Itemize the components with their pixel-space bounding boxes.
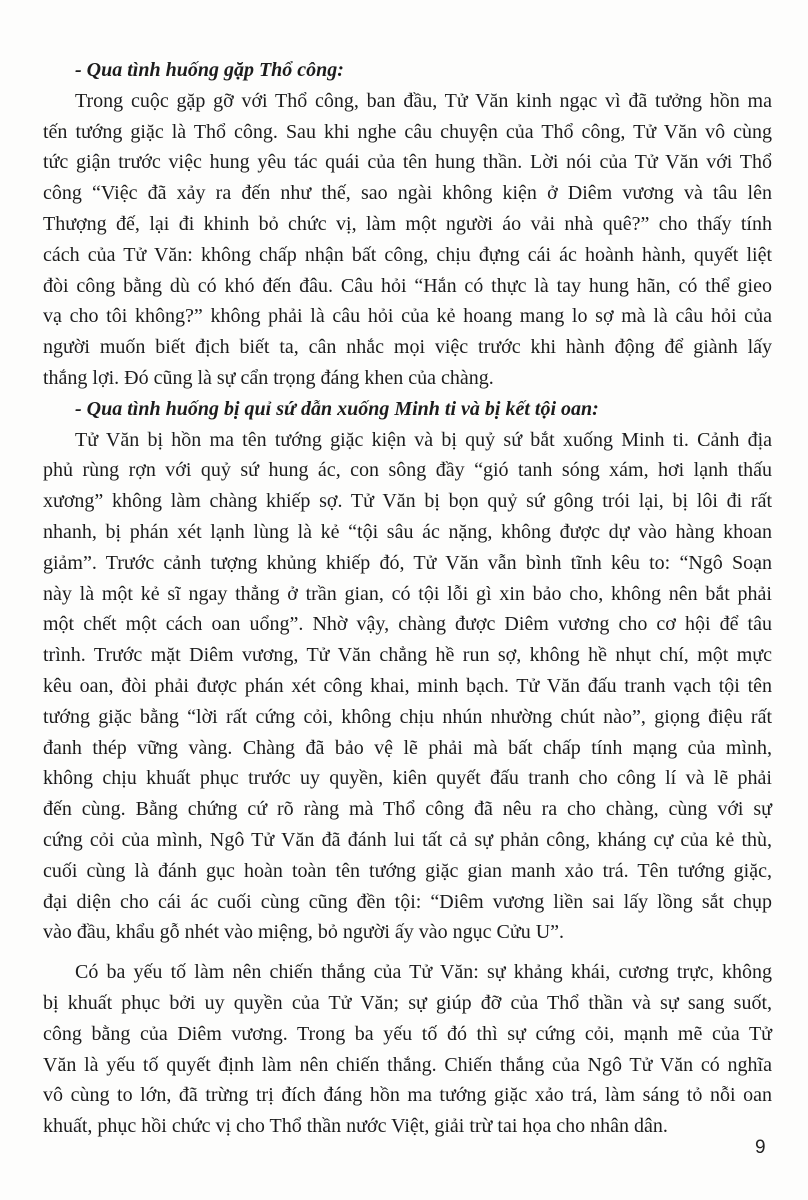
text-line: đòi công bằng dù có khó đến đâu. Câu hỏi “Hắn có thực là tay hung hãn, có thể gieo <box>43 274 772 297</box>
text-line: trình. Trước mặt Diêm vương, Tử Văn chẳng hề run sợ, không hề nhụt chí, một mực <box>43 644 772 667</box>
text-line: nhanh, bị phán xét lạnh lùng là kẻ “tội sâu ác nặng, không được dự vào hàng khoan <box>43 520 772 543</box>
text-line: Tử Văn bị hồn ma tên tướng giặc kiện và bị quỷ sứ bắt xuống Minh ti. Cảnh địa <box>75 428 772 451</box>
text-line: khuất, phục hồi chức vị cho Thổ thần nước Việt, giải trừ tai họa cho nhân dân. <box>43 1115 668 1138</box>
text-line: cứng cỏi của mình, Ngô Tử Văn đã đánh lui tất cả sự phản công, kháng cự của kẻ thù, <box>43 828 772 851</box>
section-heading: - Qua tình huống gặp Thổ công: <box>75 59 344 81</box>
paragraph-1 <box>43 86 772 394</box>
text-line: Có ba yếu tố làm nên chiến thắng của Tử Văn: sự khảng khái, cương trực, không <box>75 961 772 984</box>
text-line: thắng lợi. Đó cũng là sự cẩn trọng đáng khen của chàng. <box>43 366 494 389</box>
text-line: kêu oan, đòi phải được phán xét công khai, minh bạch. Tử Văn đấu tranh vạch tội tên <box>43 674 772 697</box>
text-line: phủ rùng rợn với quỷ sứ hung ác, con sông đầy “gió tanh sóng xám, hơi lạnh thấu <box>43 459 772 482</box>
page-number: 9 <box>755 1137 766 1158</box>
text-line: đanh thép vững vàng. Chàng đã bảo vệ lẽ phải mà bất chấp tính mạng của mình, <box>43 736 772 759</box>
text-line: vào đầu, khẩu gỗ nhét vào miệng, bỏ người ấy vào ngục Cửu U”. <box>43 921 565 944</box>
text-line: tướng giặc bằng “lời rất cứng cỏi, không chịu nhún nhường chút nào”, giọng điệu rất <box>43 705 772 728</box>
text-line: Thượng đế, lại đi khinh bỏ chức vị, làm một người áo vải nhà quê?” cho thấy tính <box>43 212 772 235</box>
text-line: không chịu khuất phục trước uy quyền, kiên quyết đấu tranh cho công lí và lẽ phải <box>43 767 772 790</box>
text-line: một chết một cách oan uổng”. Nhờ vậy, chàng được Diêm vương cho cơ hội để tâu <box>43 613 772 636</box>
text-line: công “Việc đã xảy ra đến như thế, sao ngài không kiện ở Diêm vương và tâu lên <box>43 182 772 205</box>
text-line: xương” không làm chàng khiếp sợ. Tử Văn bị bọn quỷ sứ gông trói lại, bị lôi đi rất <box>43 490 772 513</box>
text-line: cách của Tử Văn: không chấp nhận bất công, chịu đựng cái ác hoành hành, quyết liệt <box>43 243 772 266</box>
page-body <box>43 55 772 1142</box>
text-line: công bằng của Diêm vương. Trong ba yếu tố đó thì sự cứng cỏi, mạnh mẽ của Tử <box>43 1022 772 1045</box>
paragraph-3 <box>43 957 772 1142</box>
text-line: đại diện cho cái ác cuối cùng cũng đền tội: “Diêm vương liền sai lấy lồng sắt chụp <box>43 890 772 913</box>
text-line: đến cùng. Bằng chứng cứ rõ ràng mà Thổ công đã nêu ra cho chàng, cùng với sự <box>43 798 772 821</box>
text-line: bị khuất phục bởi uy quyền của Tử Văn; sự giúp đỡ của Thổ thần và sự sang suốt, <box>43 991 772 1014</box>
section-heading: - Qua tình huống bị quỉ sứ dẫn xuống Minh ti và bị kết tội oan: <box>75 397 599 420</box>
paragraph-2 <box>43 425 772 949</box>
text-line: tức giận trước việc hung yêu tác quái của tên hung thần. Lời nói của Tử Văn với Thổ <box>43 151 772 174</box>
text-line: vô cùng to lớn, đã trừng trị đích đáng hồn ma tướng giặc xảo trá, làm sáng tỏ nỗi oan <box>43 1084 772 1107</box>
text-line: vạ cho tôi không?” không phải là câu hỏi của kẻ hoang mang lo sợ mà là câu hỏi của <box>43 305 772 328</box>
text-line: cuối cùng là đánh gục hoàn toàn tên tướng giặc gian manh xảo trá. Tên tướng giặc, <box>43 859 772 882</box>
text-line: người muốn biết địch biết ta, cân nhắc mọi việc trước khi hành động để giành lấy <box>43 336 772 359</box>
text-line: Trong cuộc gặp gỡ với Thổ công, ban đầu, Tử Văn kinh ngạc vì đã tưởng hồn ma <box>75 89 772 112</box>
text-line: giảm”. Trước cảnh tượng khủng khiếp đó, Tử Văn vẫn bình tĩnh kêu to: “Ngô Soạn <box>43 551 772 574</box>
text-line: tến tướng giặc là Thổ công. Sau khi nghe câu chuyện của Thổ công, Tử Văn vô cùng <box>43 120 772 143</box>
text-line: Văn là yếu tố quyết định làm nên chiến thắng. Chiến thắng của Ngô Tử Văn có nghĩa <box>43 1053 772 1076</box>
text-line: này là một kẻ sĩ ngay thẳng ở trần gian, có tội lỗi gì xin bảo cho, không nên bắt phải <box>43 582 772 605</box>
